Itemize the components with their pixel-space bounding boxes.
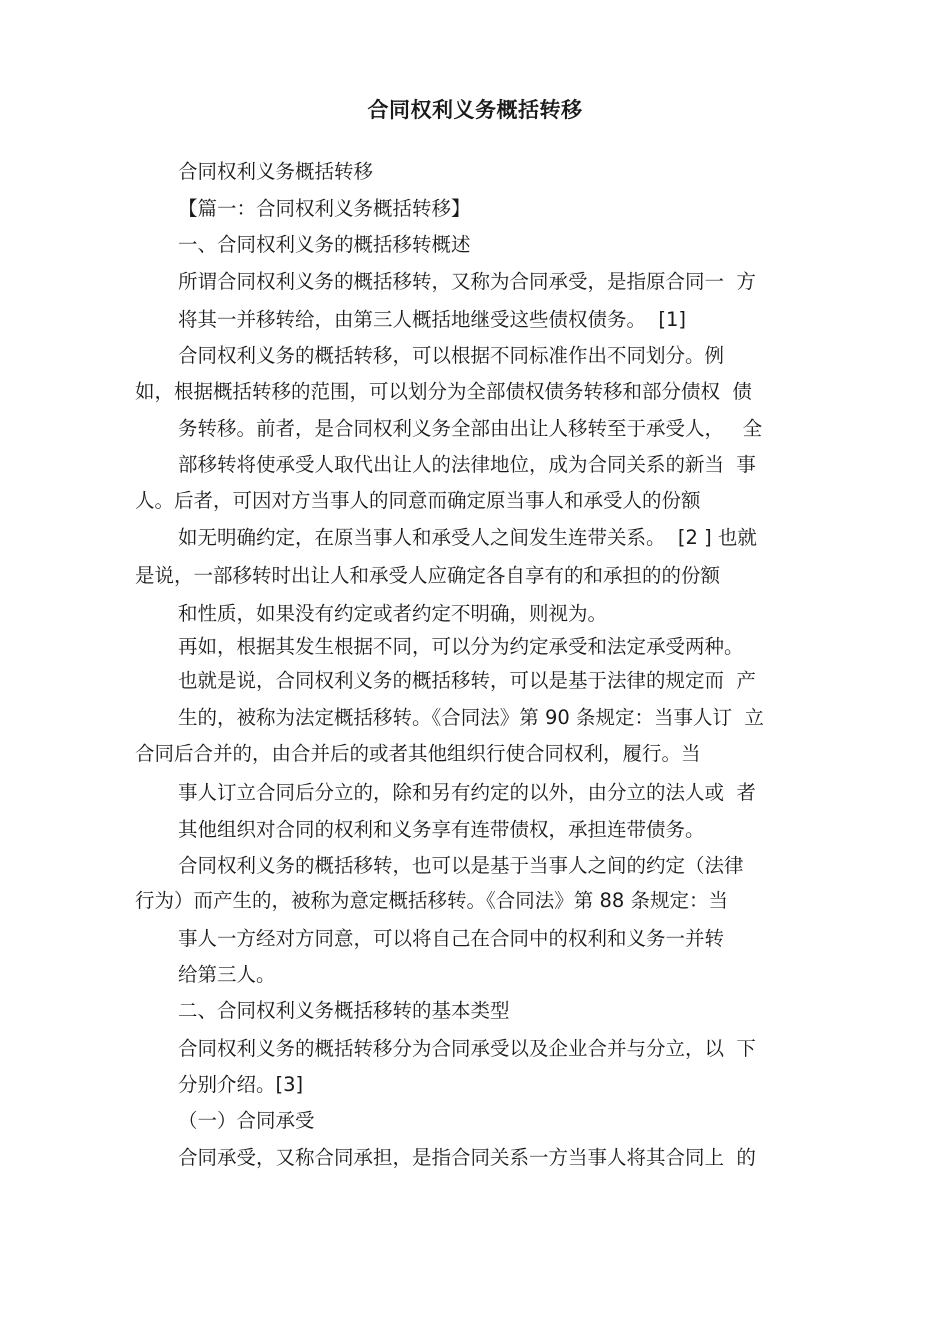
text-line: 和性质，如果没有约定或者约定不明确，则视为。: [178, 602, 608, 625]
text-line: 其他组织对合同的权利和义务享有连带债权，承担连带债务。: [178, 818, 705, 841]
text-line: 分别介绍。[3]: [178, 1073, 304, 1096]
text-line: 合同后合并的，由合并后的或者其他组织行使合同权利，履行。当: [135, 742, 701, 765]
text-line: 二、合同权利义务概括移转的基本类型: [178, 999, 510, 1022]
text-line: 行为）而产生的，被称为意定概括移转。《合同法》第 88 条规定：当: [135, 889, 728, 912]
text-line: 再如，根据其发生根据不同，可以分为约定承受和法定承受两种。: [178, 635, 744, 658]
text-line: 给第三人。: [178, 963, 276, 986]
text-line: 事人一方经对方同意，可以将自己在合同中的权利和义务一并转: [178, 927, 725, 950]
text-line: 合同权利义务的概括移转，也可以是基于当事人之间的约定（法律: [178, 854, 744, 877]
text-line: 所谓合同权利义务的概括移转，又称为合同承受，是指原合同一 方: [178, 270, 756, 293]
document-title: 合同权利义务概括转移: [367, 98, 583, 122]
text-line: 合同权利义务概括转移: [178, 160, 374, 183]
text-line: 一、合同权利义务的概括移转概述: [178, 233, 471, 256]
text-line: （一）合同承受: [178, 1109, 315, 1132]
text-line: 合同权利义务的概括转移，可以根据不同标准作出不同划分。例: [178, 344, 725, 367]
text-line: 是说，一部移转时出让人和承受人应确定各自享有的和承担的的份额: [135, 564, 721, 587]
text-line: 部移转将使承受人取代出让人的法律地位，成为合同关系的新当 事: [178, 453, 756, 476]
text-line: 事人订立合同后分立的，除和另有约定的以外，由分立的法人或 者: [178, 781, 756, 804]
text-line: 【篇一：合同权利义务概括转移】: [178, 197, 471, 220]
text-line: 将其一并移转给，由第三人概括地继受这些债权债务。 [1]: [178, 308, 687, 331]
text-line: 如无明确约定，在原当事人和承受人之间发生连带关系。 [2 ] 也就: [178, 526, 757, 549]
text-line: 生的，被称为法定概括移转。《合同法》第 90 条规定：当事人订 立: [178, 706, 764, 729]
text-line: 合同承受，又称合同承担，是指合同关系一方当事人将其合同上 的: [178, 1146, 756, 1169]
text-line: 合同权利义务的概括转移分为合同承受以及企业合并与分立，以 下: [178, 1037, 756, 1060]
text-line: 也就是说，合同权利义务的概括移转，可以是基于法律的规定而 产: [178, 669, 756, 692]
text-line: 人。后者，可因对方当事人的同意而确定原当事人和承受人的份额: [135, 489, 701, 512]
text-line: 如，根据概括转移的范围，可以划分为全部债权债务转移和部分债权 债: [135, 380, 752, 403]
text-line: 务转移。前者，是合同权利义务全部由出让人移转至于承受人， 全: [178, 417, 763, 440]
